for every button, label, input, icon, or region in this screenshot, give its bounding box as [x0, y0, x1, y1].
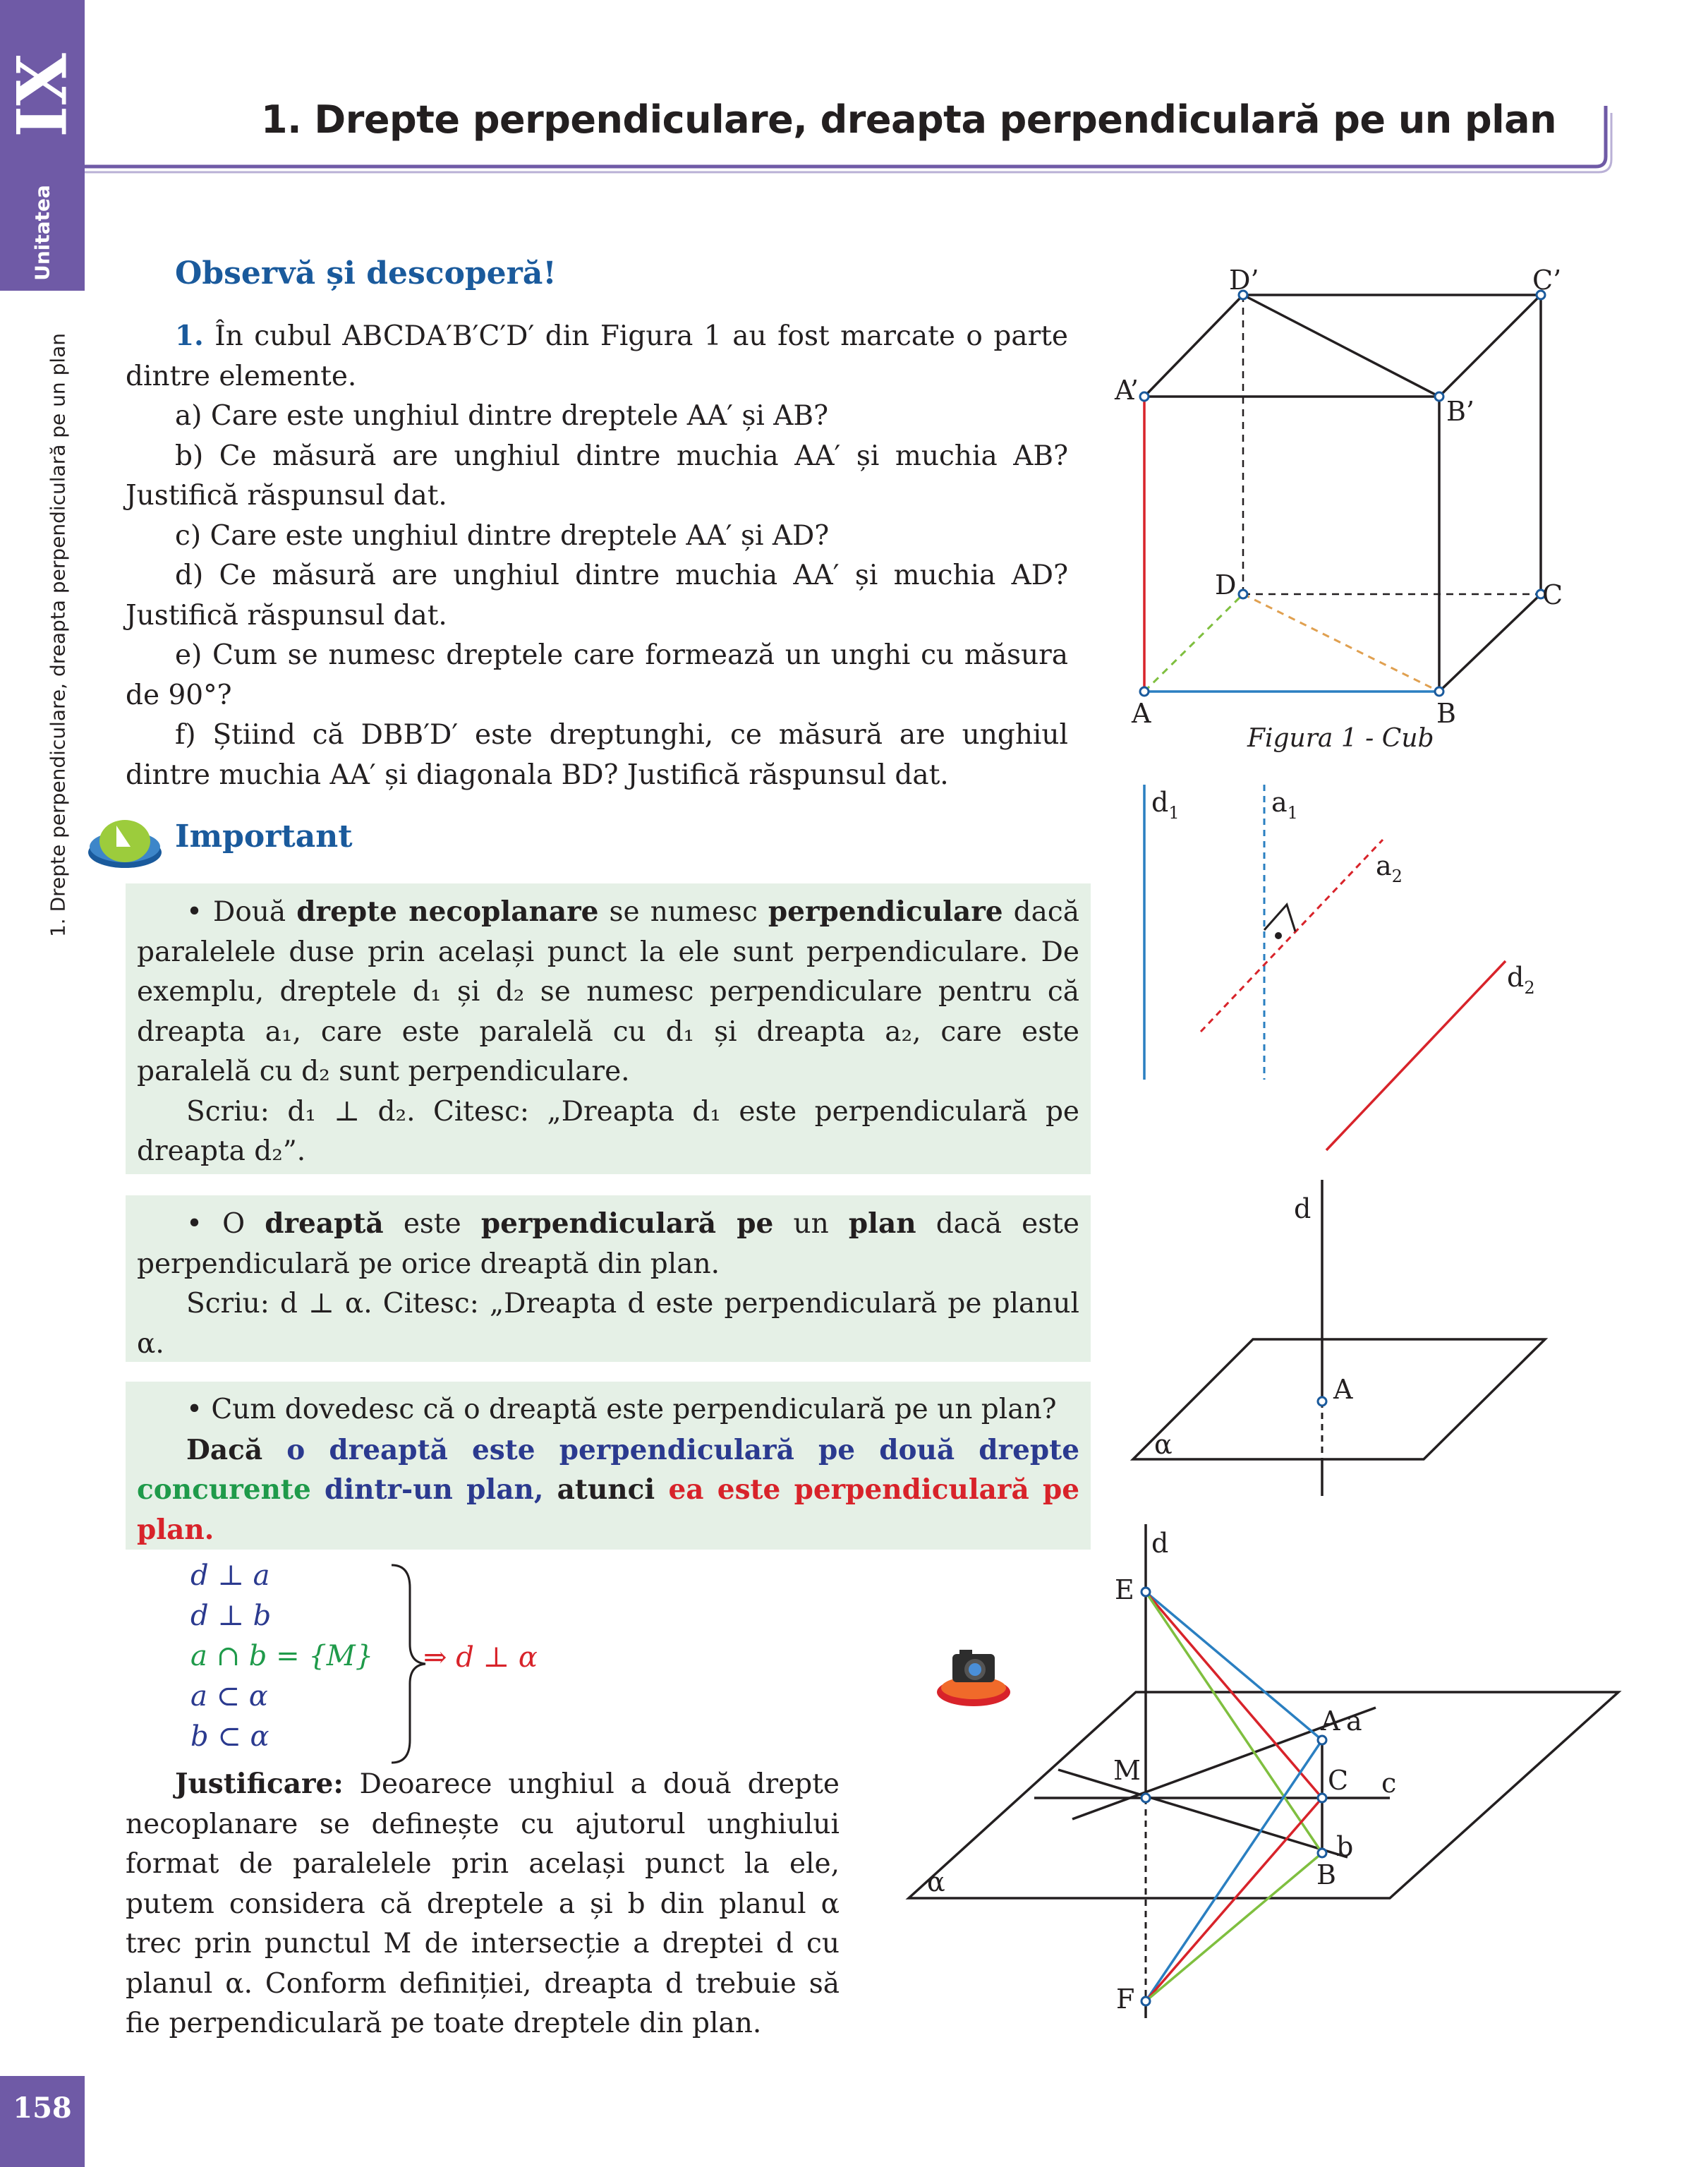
label-c: c [1381, 1768, 1397, 1799]
question-e: e) Cum se numesc dreptele care formează un unghi cu măsura de 90°? [126, 639, 1068, 711]
page-title: 1. Drepte perpendiculare, dreapta perpendiculară pe un plan [261, 97, 1557, 142]
label-C: C [1328, 1765, 1349, 1796]
label-A: A [1321, 1706, 1340, 1737]
label-A: A [1333, 1374, 1353, 1405]
condition-b-in-plane: b ⊂ α [190, 1720, 269, 1753]
label-C1: C’ [1532, 265, 1562, 296]
observe-heading: Observă și descoperă! [175, 255, 557, 291]
theorem-then: atunci [557, 1473, 655, 1506]
unit-label: Unitatea [30, 185, 54, 281]
box1-text-2: se numesc [598, 896, 768, 928]
label-A: A [1132, 698, 1151, 729]
question-intro: În cubul ABCDA′B′C′D′ din Figura 1 au fost marcate o parte dintre elemente. [126, 320, 1068, 392]
label-D1: D’ [1229, 265, 1259, 296]
box2-notation: Scriu: d ⊥ α. Citesc: „Dreapta d este perpendiculară pe planul α. [137, 1288, 1079, 1360]
label-a: a [1346, 1706, 1362, 1737]
label-E: E [1115, 1574, 1134, 1605]
theorem-in-plane: dintr-un plan, [325, 1473, 544, 1506]
box1-notation: Scriu: d₁ ⊥ d₂. Citesc: „Dreapta d₁ este perpendiculară pe dreapta d₂”. [137, 1095, 1079, 1167]
box1-text-3: dacă paralelele duse prin același punct la ele sunt perpendiculare. De exemplu, dreptele d₁ și d₂ se numesc perpendiculare pentru că dreapta a₁, care este paralelă cu d₁ și dreapta a₂, care este paralelă cu d₂ sunt perpendiculare. [137, 896, 1079, 1087]
label-d2: $d_2$ [1507, 962, 1535, 998]
box2-text-1: • O [186, 1208, 265, 1240]
question-c: c) Care este unghiul dintre dreptele AA′ și AD? [175, 519, 830, 552]
figure-1-caption: Figura 1 - Cub [1247, 724, 1434, 753]
label-d: d [1294, 1193, 1312, 1224]
label-B: B [1316, 1859, 1336, 1890]
box2-bold-2: perpendiculară pe [480, 1207, 774, 1240]
box2-bold-3: plan [848, 1207, 916, 1240]
box2-bold-1: dreaptă [265, 1207, 384, 1240]
condition-intersection: a ∩ b = {M} [190, 1640, 374, 1672]
label-B1: B’ [1446, 396, 1475, 427]
label-a1: $a_1$ [1271, 787, 1298, 823]
justification-label: Justificare: [175, 1768, 344, 1800]
side-chapter-title: 1. Drepte perpendiculare, dreapta perpendiculară pe un plan [46, 332, 70, 938]
theorem-conclusion: ea este perpendiculară pe plan. [137, 1473, 1080, 1546]
label-D: D [1215, 569, 1237, 600]
conclusion: ⇒ d ⊥ α [423, 1641, 538, 1674]
condition-a-in-plane: a ⊂ α [190, 1680, 268, 1713]
label-a2: $a_2$ [1376, 850, 1403, 886]
box2-text-2: este [383, 1208, 481, 1240]
label-alpha: α [927, 1866, 945, 1897]
theorem-part-1: o dreaptă este perpendiculară pe două drepte [286, 1433, 1080, 1466]
label-C: C [1542, 579, 1563, 610]
box1-text-1: • Două [186, 896, 297, 928]
box1-bold-1: drepte necoplanare [296, 895, 599, 928]
question-number: 1. [175, 320, 204, 352]
theorem-concurrent: concurente [137, 1473, 311, 1506]
box2-text-4: dacă este perpendiculară pe orice dreaptă din plan. [137, 1208, 1080, 1280]
question-a: a) Care este unghiul dintre dreptele AA′ și AB? [175, 400, 829, 432]
label-M: M [1113, 1755, 1141, 1786]
box1-bold-2: perpendiculare [768, 895, 1003, 928]
condition-d-perp-a: d ⊥ a [190, 1559, 270, 1592]
label-alpha: α [1154, 1429, 1173, 1460]
label-F: F [1116, 1984, 1135, 2015]
page-number: 158 [13, 2091, 72, 2125]
theorem-if: Dacă [186, 1433, 263, 1466]
box2-text-3: un [773, 1208, 849, 1240]
unit-number: IX [2, 53, 83, 138]
question-f: f) Știind că DBB′D′ este dreptunghi, ce măsură are unghiul dintre muchia AA′ și diagonala BD? Justifică răspunsul dat. [126, 719, 1068, 791]
justification-text: Deoarece unghiul a două drepte necoplanare se definește cu ajutorul unghiului format de paralelele prin același punct la ele, putem considera că dreptele a și b din planul α trec prin punctul M de intersecție a dreptei d cu planul α. Conform definiției, dreapta d trebuie să fie perpendiculară pe toate dreptele din plan. [126, 1768, 840, 2039]
question-b: b) Ce măsură are unghiul dintre muchia AA′ și muchia AB? Justifică răspunsul dat. [126, 440, 1068, 512]
condition-d-perp-b: d ⊥ b [190, 1600, 272, 1632]
label-b: b [1336, 1831, 1354, 1862]
important-heading: Important [175, 819, 353, 855]
label-d: d [1151, 1528, 1169, 1559]
label-A1: A’ [1115, 375, 1139, 406]
label-B: B [1436, 698, 1456, 729]
question-d: d) Ce măsură are unghiul dintre muchia AA′ și muchia AD? Justifică răspunsul dat. [126, 560, 1068, 632]
theorem-question: • Cum dovedesc că o dreaptă este perpendiculară pe un plan? [186, 1394, 1057, 1425]
label-d1: $d_1$ [1151, 787, 1180, 823]
